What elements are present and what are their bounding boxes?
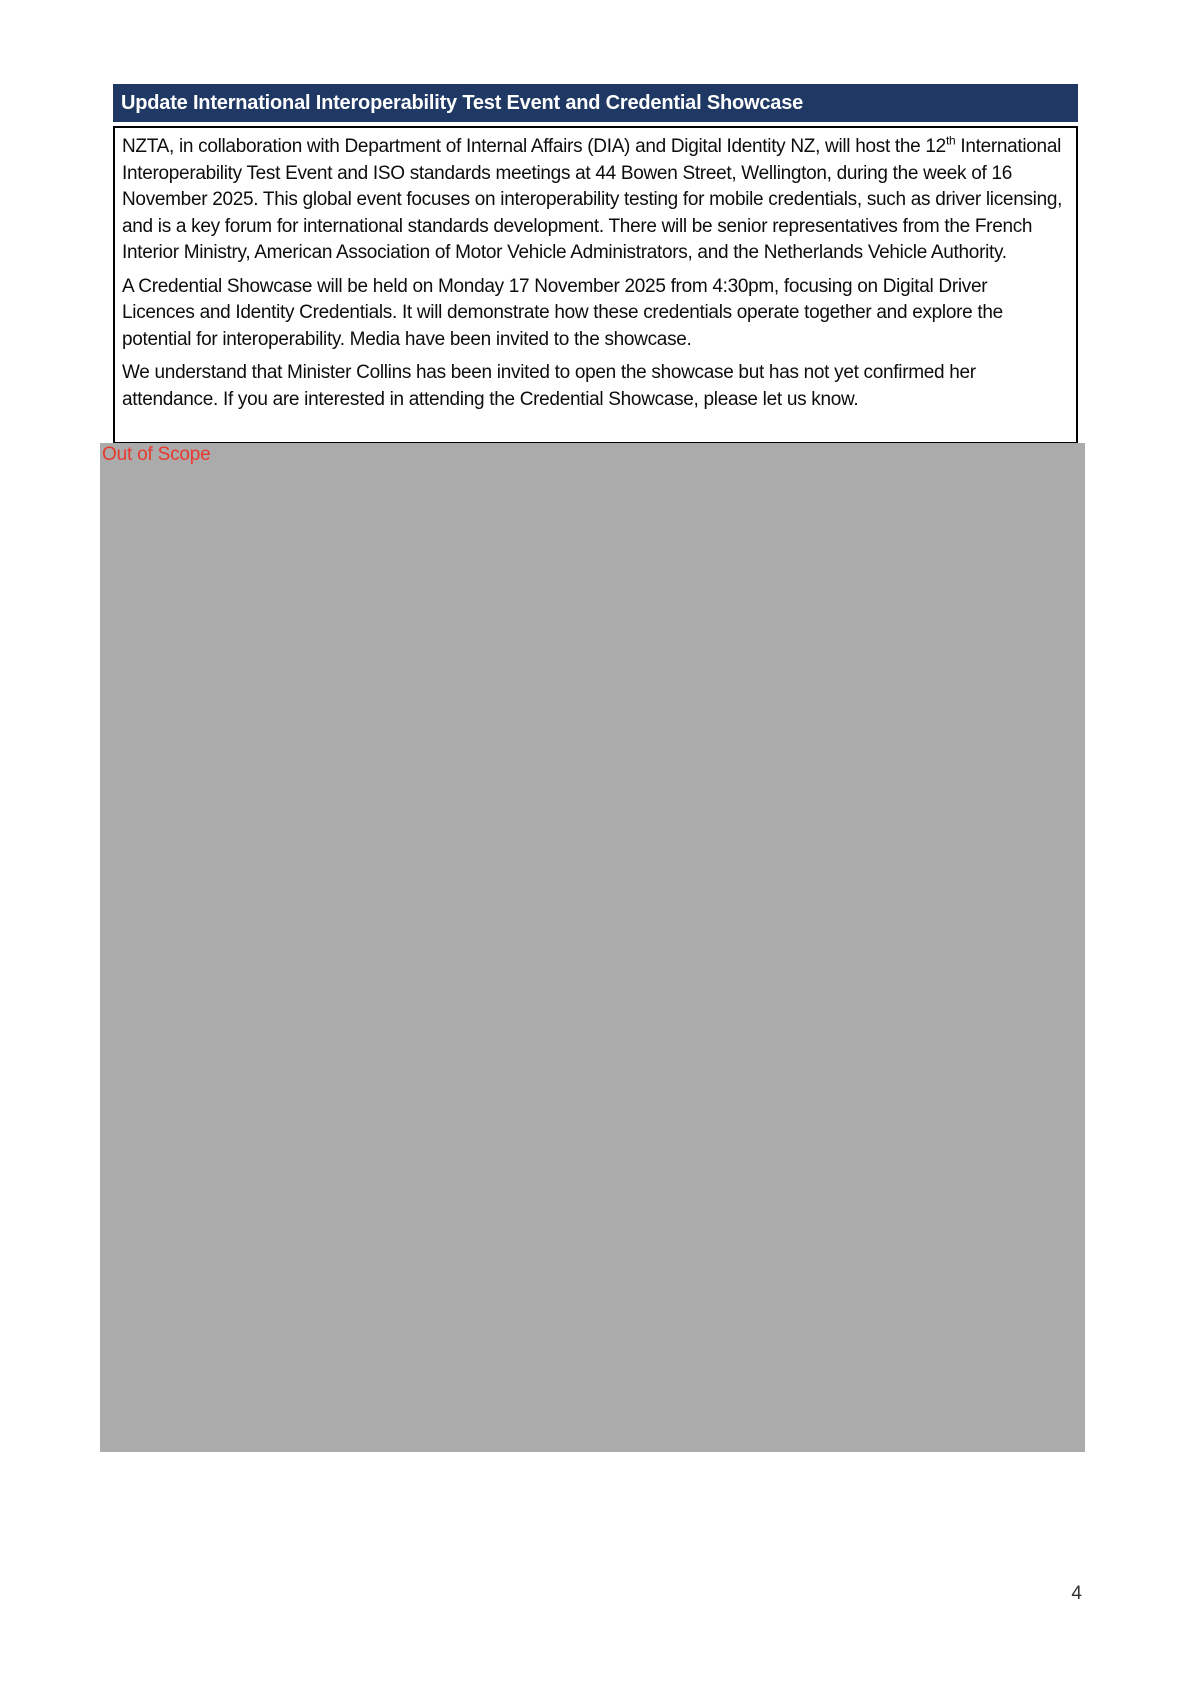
paragraph-minister-attendance: We understand that Minister Collins has been invited to open the showcase but has not yet confirmed her attendance. If you are interested in attending the Credential Showcase, please let us know.	[122, 362, 976, 410]
section-title: Update International Interoperability Test Event and Credential Showcase	[121, 91, 804, 114]
paragraph-credential-showcase: A Credential Showcase will be held on Monday 17 November 2025 from 4:30pm, focusing on Digital Driver Licences and Identity Credentials. It will demonstrate how these credentials operate together and explore the potential for interoperability. Media have been invited to the showcase.	[122, 275, 1003, 350]
section-body-box	[113, 126, 1078, 444]
redacted-region	[100, 443, 1085, 1452]
ordinal-superscript: th	[945, 133, 956, 148]
paragraph-event-overview-text: NZTA, in collaboration with Department of Internal Affairs (DIA) and Digital Identity NZ, will host the 12	[122, 136, 946, 157]
page-number: 4	[1071, 1583, 1082, 1604]
out-of-scope-label: Out of Scope	[102, 444, 211, 465]
section-header-bar	[113, 84, 1078, 122]
paragraph-event-overview-continued: International Interoperability Test Event and ISO standards meetings at 44 Bowen Street, Wellington, during the week of 16 November 2025. This global event focuses on interoperability testing for mobile credentials, such as driver licensing, and is a key forum for international standards development. There will be senior representatives from the French Interior Ministry, American Association of Motor Vehicle Administrators, and the Netherlands Vehicle Authority.	[122, 136, 1063, 263]
paragraph-event-overview	[122, 134, 1064, 267]
